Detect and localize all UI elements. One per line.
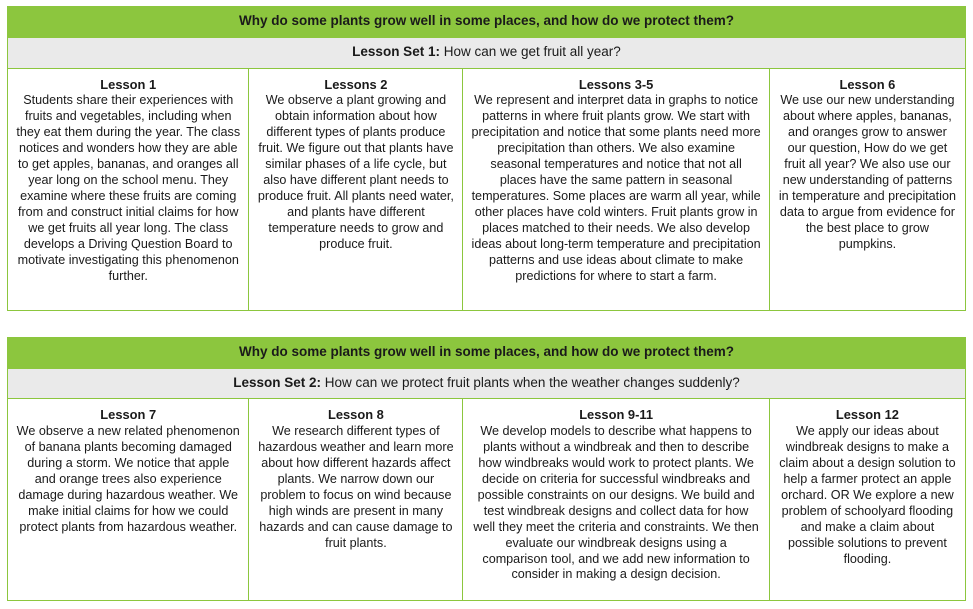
unit-driving-question-banner-2: Why do some plants grow well in some places, and how do we protect them? bbox=[8, 338, 965, 369]
lesson-set-2-columns bbox=[8, 399, 965, 600]
lesson-text-5: We observe a new related phenomenon of banana plants becoming damaged during a storm. We notice that apple and orange trees also experience damage during hazardous weather. We make initial claims for how we could protect plants from hazardous weather. bbox=[16, 424, 240, 534]
lesson-text-2: We observe a plant growing and obtain information about how different types of plants produce fruit. We figure out that plants have similar phases of a life cycle, but also have different plant needs to produce fruit. All plants need water, and plants have different temperature needs to grow and produce fruit. bbox=[257, 93, 454, 251]
lesson-set-1-columns bbox=[8, 69, 965, 310]
unit-driving-question-banner-1: Why do some plants grow well in some places, and how do we protect them? bbox=[8, 7, 965, 38]
lesson-title-7: Lesson 9-11 bbox=[579, 407, 653, 423]
lesson-cell-2 bbox=[249, 69, 463, 310]
lesson-cell-8 bbox=[770, 399, 965, 600]
lesson-text-1: Students share their experiences with fruits and vegetables, including when they eat them during the year. The class notices and wonders how they are able to get apples, bananas, and oranges all year long on the school menu. They examine where these fruits are coming from and construct initial claims for how we get fruits all year long. The class develops a Driving Question Board to motivate investigating this phenomenon further. bbox=[16, 93, 241, 283]
lesson-set-1-banner bbox=[8, 38, 965, 69]
lesson-text-6: We research different types of hazardous weather and learn more about how different hazards affect plants. We narrow down our problem to focus on wind because high winds are present in many hazards and can cause damage to fruit plants. bbox=[258, 424, 454, 550]
lesson-title-6: Lesson 8 bbox=[327, 407, 384, 423]
lesson-title-2: Lessons 2 bbox=[324, 76, 388, 92]
lesson-title-5: Lesson 7 bbox=[100, 407, 157, 423]
lesson-set-1-table bbox=[7, 6, 966, 311]
lesson-cell-7 bbox=[463, 399, 769, 600]
lesson-text-8: We apply our ideas about windbreak designs to make a claim about a design solution to help a farmer protect an apple orchard. OR We explore a new problem of schoolyard flooding and make a claim about possible solutions to prevent flooding. bbox=[779, 424, 956, 566]
lesson-set-2-question: How can we protect fruit plants when the weather changes suddenly? bbox=[324, 374, 740, 390]
lesson-cell-1 bbox=[8, 69, 249, 310]
lesson-cell-6 bbox=[249, 399, 463, 600]
lesson-cell-3 bbox=[463, 69, 769, 310]
lesson-title-4: Lesson 6 bbox=[839, 76, 896, 92]
lesson-cell-4 bbox=[770, 69, 965, 310]
lesson-cell-5 bbox=[8, 399, 249, 600]
lesson-set-1-label: Lesson Set 1: bbox=[352, 43, 440, 59]
lesson-text-3: We represent and interpret data in graphs to notice patterns in where fruit plants grow. We start with precipitation and notice that some plants need more precipitation than others. We also examine seasonal temperatures and notice that not all places have the same pattern in seasonal temperatures. Some places are warm all year, while other places have cold winters. Fruit plants grow in places matched to their needs. We also develop ideas about long-term temperature and precipitation patterns and use ideas about climate to make predictions for where to start a farm. bbox=[471, 93, 761, 283]
lesson-set-2-banner bbox=[8, 369, 965, 400]
lesson-text-4: We use our new understanding about where apples, bananas, and oranges grow to answer our question, How do we get fruit all year? We also use our new understanding of patterns in temperature and precipitation data to argue from evidence for the best place to grow pumpkins. bbox=[778, 93, 956, 251]
lesson-set-1-question: How can we get fruit all year? bbox=[443, 43, 621, 59]
lesson-set-2-label: Lesson Set 2: bbox=[233, 374, 321, 390]
lesson-text-7: We develop models to describe what happens to plants without a windbreak and then to describe how windbreaks would work to protect plants. We decide on criteria for successful windbreaks and possible constraints on our designs. We build and test windbreak designs and collect data for how well they meet the criteria and constraints. We then evaluate our windbreak designs using a comparison tool, and we add new information to consider in making a design decision. bbox=[473, 424, 759, 582]
lesson-title-8: Lesson 12 bbox=[835, 407, 899, 423]
lesson-title-1: Lesson 1 bbox=[100, 76, 157, 92]
table-separator bbox=[7, 311, 966, 337]
lesson-title-3: Lessons 3-5 bbox=[578, 76, 654, 92]
lesson-set-2-table bbox=[7, 337, 966, 602]
